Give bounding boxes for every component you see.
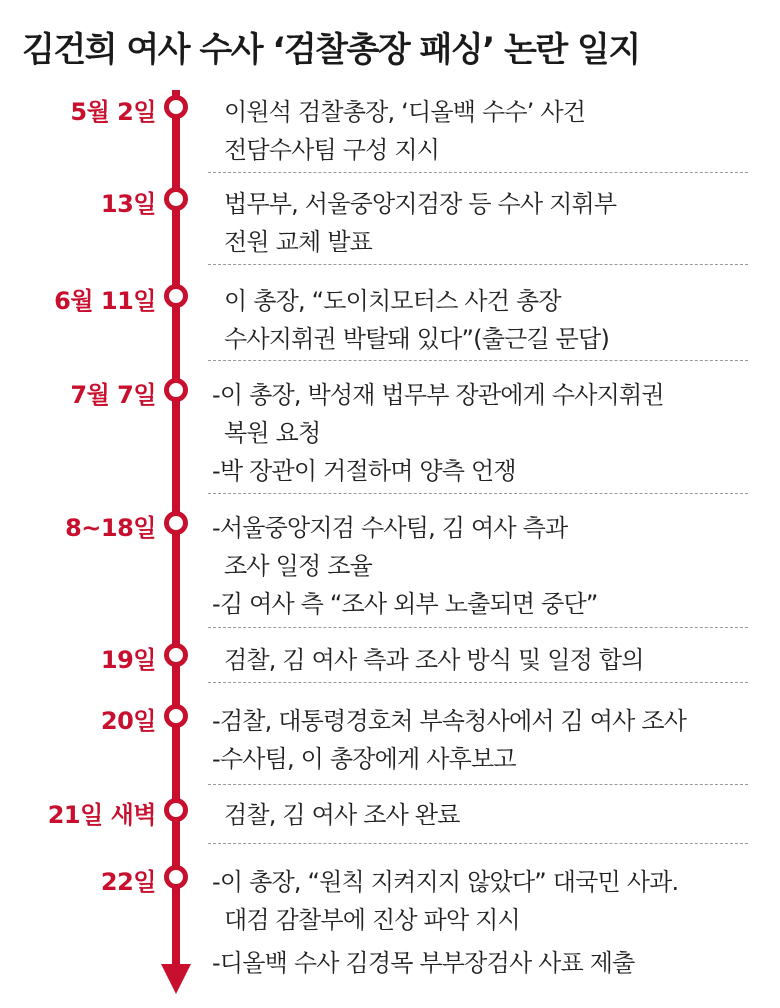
page-title: 김건희 여사 수사 ‘검찰총장 패싱’ 논란 일지: [22, 30, 640, 70]
event-date: 22일: [100, 868, 156, 896]
event-date: 19일: [100, 646, 156, 674]
event-separator: [208, 682, 748, 683]
event-text-line: -이 총장, 박성재 법무부 장관에게 수사지휘권: [212, 381, 664, 409]
event-text-line: 전담수사팀 구성 지시: [224, 136, 440, 164]
event-text-line: 전원 교체 발표: [224, 228, 372, 256]
event-separator: [208, 784, 748, 785]
event-text-line: -디올백 수사 김경목 부부장검사 사표 제출: [212, 949, 635, 977]
event-separator: [208, 627, 748, 628]
timeline-node: [164, 187, 188, 211]
event-text-line: 검찰, 김 여사 조사 완료: [224, 801, 460, 829]
event-date: 6월 11일: [54, 287, 156, 315]
timeline-node: [164, 378, 188, 402]
event-text-line: 이 총장, “도이치모터스 사건 총장: [224, 287, 561, 315]
event-date: 20일: [100, 707, 156, 735]
timeline-node: [164, 704, 188, 728]
event-separator: [208, 172, 748, 173]
timeline-node: [164, 643, 188, 667]
event-text-line: 수사지휘권 박탈돼 있다”(출근길 문답): [224, 325, 610, 353]
event-date: 5월 2일: [70, 98, 156, 126]
event-text-line: 복원 요청: [224, 419, 321, 447]
event-date: 8~18일: [65, 514, 156, 542]
event-text-line: -이 총장, “원칙 지켜지지 않았다” 대국민 사과.: [212, 868, 679, 896]
event-text-line: -검찰, 대통령경호처 부속청사에서 김 여사 조사: [212, 707, 687, 735]
timeline-node: [164, 865, 188, 889]
timeline-node: [164, 95, 188, 119]
event-text-line: 조사 일정 조율: [224, 552, 372, 580]
event-date: 13일: [100, 190, 156, 218]
timeline-node: [164, 798, 188, 822]
event-text-line: 이원석 검찰총장, ‘디올백 수수’ 사건: [224, 98, 586, 126]
event-text-line: 대검 감찰부에 진상 파악 지시: [224, 906, 520, 934]
timeline-node: [164, 511, 188, 535]
event-text-line: -수사팀, 이 총장에게 사후보고: [212, 745, 516, 773]
event-separator: [208, 493, 748, 494]
event-separator: [208, 843, 748, 844]
event-text-line: -서울중앙지검 수사팀, 김 여사 측과: [212, 514, 568, 542]
event-text-line: 검찰, 김 여사 측과 조사 방식 및 일정 합의: [224, 646, 644, 674]
event-separator: [208, 264, 748, 265]
timeline-arrow-icon: [161, 964, 191, 994]
event-text-line: -김 여사 측 “조사 외부 노출되면 중단”: [212, 590, 598, 618]
event-text-line: -박 장관이 거절하며 양측 언쟁: [212, 457, 516, 485]
event-separator: [208, 360, 748, 361]
timeline-node: [164, 284, 188, 308]
event-date: 21일 새벽: [47, 801, 156, 829]
event-date: 7월 7일: [70, 381, 156, 409]
event-text-line: 법무부, 서울중앙지검장 등 수사 지휘부: [224, 190, 617, 218]
